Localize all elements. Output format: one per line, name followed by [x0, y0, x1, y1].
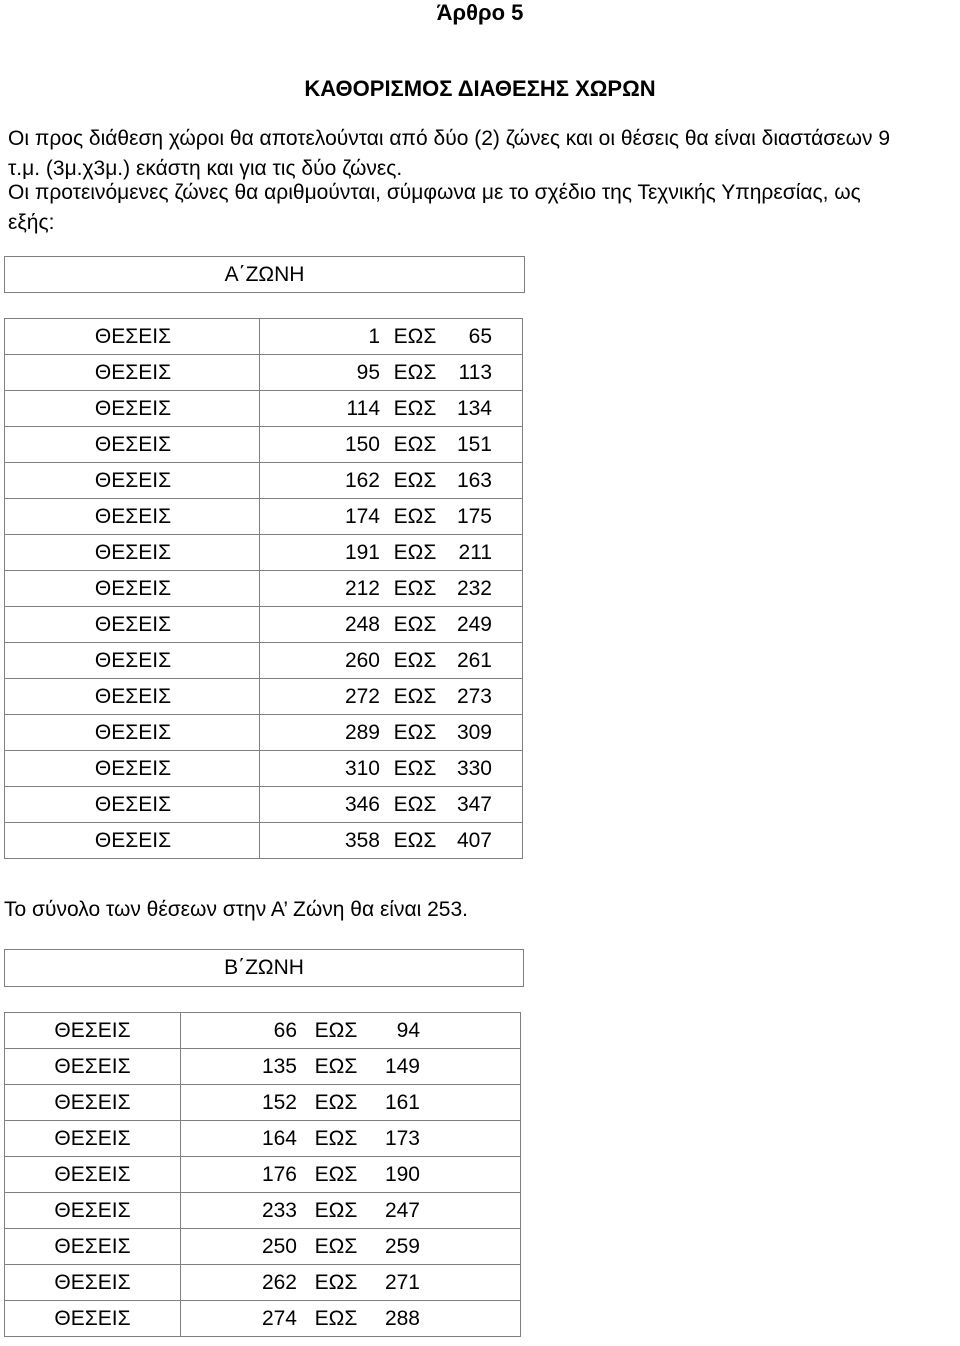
range-separator: ΕΩΣ: [393, 468, 437, 492]
range-from: 233: [261, 1198, 297, 1222]
table-row: [5, 391, 523, 427]
position-label: ΘΕΣΕΙΣ: [5, 319, 260, 355]
range-to: 347: [456, 792, 492, 816]
range-from: 250: [261, 1234, 297, 1258]
table-row: [5, 535, 523, 571]
range-separator: ΕΩΣ: [393, 360, 437, 384]
position-label: ΘΕΣΕΙΣ: [5, 607, 260, 643]
position-range: [260, 355, 523, 391]
zone-a-header: [4, 256, 525, 293]
intro-paragraph: [8, 124, 956, 184]
position-label: ΘΕΣΕΙΣ: [5, 571, 260, 607]
table-row: [5, 319, 523, 355]
range-separator: ΕΩΣ: [314, 1090, 358, 1114]
position-label: ΘΕΣΕΙΣ: [5, 715, 260, 751]
zone-a-title: Α΄ΖΩΝΗ: [224, 263, 305, 286]
range-from: 176: [261, 1162, 297, 1186]
position-label: ΘΕΣΕΙΣ: [5, 823, 260, 859]
range-separator: ΕΩΣ: [314, 1054, 358, 1078]
table-row: [5, 1121, 521, 1157]
position-label: ΘΕΣΕΙΣ: [5, 787, 260, 823]
range-separator: ΕΩΣ: [314, 1270, 358, 1294]
range-separator: ΕΩΣ: [393, 504, 437, 528]
zone-b-table: [4, 1012, 521, 1337]
position-range: [260, 643, 523, 679]
range-from: 274: [261, 1306, 297, 1330]
range-from: 135: [261, 1054, 297, 1078]
table-row: [5, 1193, 521, 1229]
position-range: [260, 319, 523, 355]
range-to: 190: [384, 1162, 420, 1186]
position-range: [181, 1265, 521, 1301]
range-to: 259: [384, 1234, 420, 1258]
table-row: [5, 643, 523, 679]
position-range: [260, 463, 523, 499]
position-label: ΘΕΣΕΙΣ: [5, 535, 260, 571]
range-to: 163: [456, 468, 492, 492]
table-row: [5, 787, 523, 823]
position-range: [260, 391, 523, 427]
range-to: 161: [384, 1090, 420, 1114]
position-range: [260, 499, 523, 535]
range-from: 162: [344, 468, 380, 492]
range-to: 211: [458, 540, 492, 564]
position-range: [260, 715, 523, 751]
section-title: ΚΑΘΟΡΙΣΜΟΣ ΔΙΑΘΕΣΗΣ ΧΩΡΩΝ: [304, 76, 656, 101]
position-range: [181, 1049, 521, 1085]
range-from: 262: [261, 1270, 297, 1294]
position-range: [181, 1229, 521, 1265]
range-to: 247: [384, 1198, 420, 1222]
table-row: [5, 499, 523, 535]
range-to: 271: [384, 1270, 420, 1294]
range-separator: ΕΩΣ: [314, 1234, 358, 1258]
range-to: 134: [456, 396, 492, 420]
range-to: 273: [456, 684, 492, 708]
range-to: 249: [456, 612, 492, 636]
range-separator: ΕΩΣ: [393, 828, 437, 852]
intro-line-1: Οι προς διάθεση χώροι θα αποτελούνται από δύο (2) ζώνες και οι θέσεις θα είναι διαστάσεων 9: [8, 127, 890, 150]
position-label: ΘΕΣΕΙΣ: [5, 643, 260, 679]
zone-b-title: Β΄ΖΩΝΗ: [224, 956, 304, 979]
position-range: [260, 751, 523, 787]
position-label: ΘΕΣΕΙΣ: [5, 1157, 181, 1193]
position-range: [260, 607, 523, 643]
range-from: 152: [261, 1090, 297, 1114]
table-row: [5, 1229, 521, 1265]
table-row: [5, 1049, 521, 1085]
position-label: ΘΕΣΕΙΣ: [5, 1193, 181, 1229]
position-label: ΘΕΣΕΙΣ: [5, 427, 260, 463]
range-from: 150: [344, 432, 380, 456]
position-range: [260, 427, 523, 463]
range-to: 65: [468, 324, 492, 348]
range-to: 407: [456, 828, 492, 852]
table-row: [5, 571, 523, 607]
range-to: 261: [456, 648, 492, 672]
table-row: [5, 823, 523, 859]
range-to: 309: [456, 720, 492, 744]
numbering-line-1: Οι προτεινόμενες ζώνες θα αριθμούνται, σύμφωνα με το σχέδιο της Τεχνικής Υπηρεσίας, ως: [8, 181, 861, 204]
table-row: [5, 1157, 521, 1193]
range-from: 358: [344, 828, 380, 852]
range-from: 346: [344, 792, 380, 816]
numbering-line-2: εξής:: [8, 211, 55, 234]
range-from: 260: [344, 648, 380, 672]
table-row: [5, 607, 523, 643]
zone-b-header: [4, 949, 524, 987]
position-label: ΘΕΣΕΙΣ: [5, 1301, 181, 1337]
range-to: 330: [456, 756, 492, 780]
table-row: [5, 715, 523, 751]
range-separator: ΕΩΣ: [393, 792, 437, 816]
range-to: 149: [384, 1054, 420, 1078]
position-range: [260, 679, 523, 715]
position-range: [181, 1193, 521, 1229]
position-range: [181, 1013, 521, 1049]
range-to: 173: [384, 1126, 420, 1150]
range-from: 310: [344, 756, 380, 780]
range-from: 164: [261, 1126, 297, 1150]
range-from: 1: [368, 324, 380, 348]
table-row: [5, 1013, 521, 1049]
range-to: 232: [456, 576, 492, 600]
range-to: 94: [396, 1018, 420, 1042]
range-from: 66: [273, 1018, 297, 1042]
range-separator: ΕΩΣ: [314, 1198, 358, 1222]
range-separator: ΕΩΣ: [393, 396, 437, 420]
range-from: 272: [344, 684, 380, 708]
table-row: [5, 1301, 521, 1337]
table-row: [5, 1085, 521, 1121]
range-separator: ΕΩΣ: [393, 720, 437, 744]
range-from: 114: [346, 396, 380, 420]
range-separator: ΕΩΣ: [393, 576, 437, 600]
position-range: [181, 1301, 521, 1337]
range-from: 174: [344, 504, 380, 528]
position-label: ΘΕΣΕΙΣ: [5, 1013, 181, 1049]
zone-a-table: [4, 318, 523, 859]
position-label: ΘΕΣΕΙΣ: [5, 355, 260, 391]
range-to: 151: [456, 432, 492, 456]
position-label: ΘΕΣΕΙΣ: [5, 1265, 181, 1301]
position-label: ΘΕΣΕΙΣ: [5, 391, 260, 427]
range-from: 95: [356, 360, 380, 384]
table-row: [5, 751, 523, 787]
position-label: ΘΕΣΕΙΣ: [5, 1085, 181, 1121]
position-range: [260, 535, 523, 571]
position-range: [260, 571, 523, 607]
position-label: ΘΕΣΕΙΣ: [5, 1121, 181, 1157]
range-separator: ΕΩΣ: [314, 1018, 358, 1042]
table-row: [5, 463, 523, 499]
range-separator: ΕΩΣ: [393, 648, 437, 672]
position-label: ΘΕΣΕΙΣ: [5, 499, 260, 535]
range-separator: ΕΩΣ: [314, 1126, 358, 1150]
range-to: 288: [384, 1306, 420, 1330]
range-separator: ΕΩΣ: [393, 612, 437, 636]
intro-line-2: τ.μ. (3μ.χ3μ.) εκάστη και για τις δύο ζώνες.: [8, 157, 403, 180]
range-separator: ΕΩΣ: [393, 756, 437, 780]
article-title: Άρθρο 5: [436, 0, 524, 25]
position-label: ΘΕΣΕΙΣ: [5, 463, 260, 499]
range-from: 191: [344, 540, 380, 564]
position-range: [181, 1121, 521, 1157]
position-range: [260, 787, 523, 823]
table-row: [5, 679, 523, 715]
range-to: 113: [458, 360, 492, 384]
table-row: [5, 355, 523, 391]
position-label: ΘΕΣΕΙΣ: [5, 751, 260, 787]
range-separator: ΕΩΣ: [393, 432, 437, 456]
position-label: ΘΕΣΕΙΣ: [5, 1229, 181, 1265]
zone-a-total: Το σύνολο των θέσεων στην Α’ Ζώνη θα είναι 253.: [4, 898, 468, 921]
range-from: 212: [344, 576, 380, 600]
range-from: 248: [344, 612, 380, 636]
position-label: ΘΕΣΕΙΣ: [5, 1049, 181, 1085]
numbering-paragraph: [8, 178, 956, 238]
table-row: [5, 1265, 521, 1301]
position-range: [260, 823, 523, 859]
position-range: [181, 1085, 521, 1121]
table-row: [5, 427, 523, 463]
range-from: 289: [344, 720, 380, 744]
range-separator: ΕΩΣ: [393, 324, 437, 348]
range-to: 175: [456, 504, 492, 528]
position-range: [181, 1157, 521, 1193]
range-separator: ΕΩΣ: [393, 540, 437, 564]
range-separator: ΕΩΣ: [314, 1306, 358, 1330]
range-separator: ΕΩΣ: [314, 1162, 358, 1186]
range-separator: ΕΩΣ: [393, 684, 437, 708]
position-label: ΘΕΣΕΙΣ: [5, 679, 260, 715]
